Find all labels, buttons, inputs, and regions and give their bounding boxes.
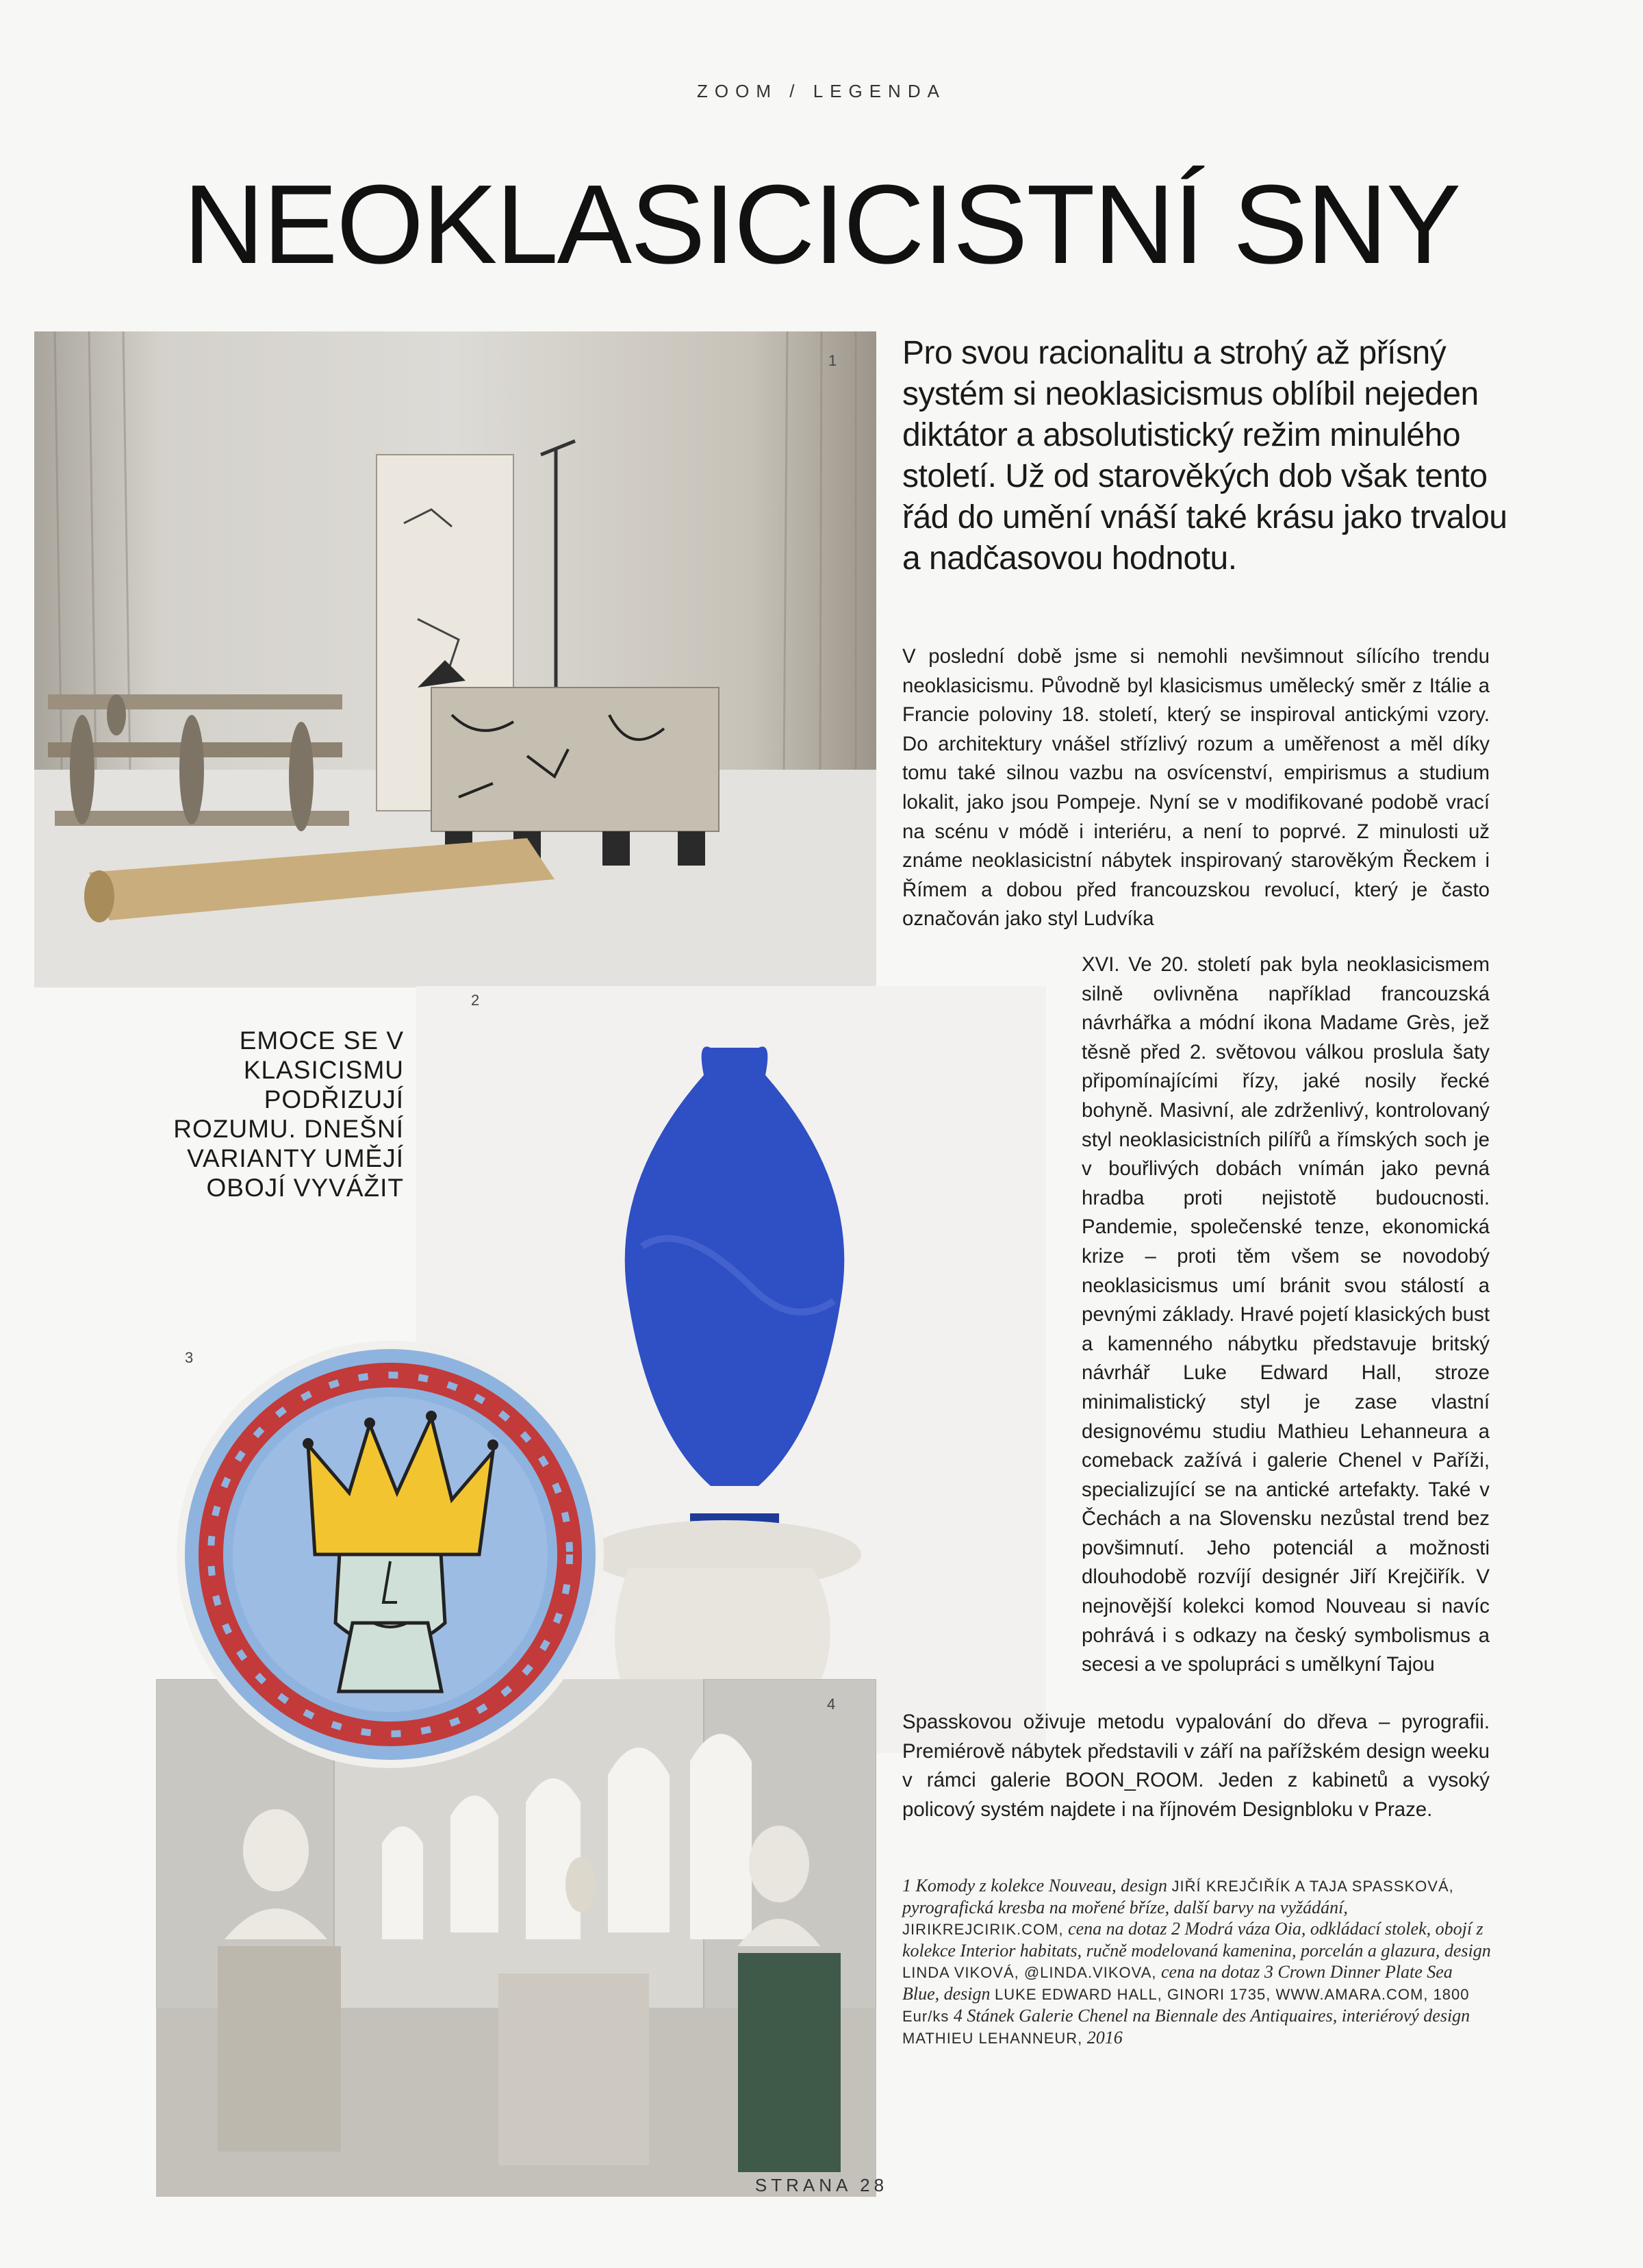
photo-number-2: 2 [471, 992, 480, 1009]
photo-plate [171, 1335, 609, 1774]
caption-credit-4: LUKE EDWARD HALL, GINORI 1735, WWW.AMARA.COM, 1800 Eur/ks [902, 1986, 1470, 2025]
pull-quote: EMOCE SE V KLASICISMU PODŘIZUJÍ ROZUMU. DNEŠNÍ VARIANTY UMĚJÍ OBOJÍ VYVÁŽIT [173, 1026, 404, 1202]
photo-number-3: 3 [185, 1349, 194, 1366]
caption-credit-2: JIRIKREJCIRIK.COM, [902, 1921, 1064, 1938]
lead-paragraph: Pro svou racionalitu a strohý až přísný systém si neoklasicismus oblíbil nejeden diktátor a absolutistický režim minulého století. Už od starověkých dob však tento řád do umění vnáší také krásu jako trvalou a nadčasovou hodnotu. [902, 335, 1507, 577]
photo-caption [902, 1875, 1491, 2049]
caption-1: 1 Komody z kolekce Nouveau, design [902, 1876, 1168, 1895]
caption-4: cena na dotaz 3 Crown Dinner Plate Sea Blue, design [902, 1962, 1453, 2004]
body-text-part2: XVI. Ve 20. století pak byla neoklasicismem silně ovlivněna například francouzská návrhářka a módní ikona Madame Grès, jež těsně před 2. světovou válkou proslula šaty připomínajícími řízy, jaké nosily řecké bohyně. Masivní, ale zdrženlivý, kontrolovaný styl neoklasicistních pilířů a římských soch je v bouřlivých dobách vnímán jako pevná hradba proti nejistotě budoucnosti. Pandemie, společenské tenze, ekonomická krize – proti těm všem se novodobý neoklasicismus umí bránit svou stálostí a pevnými základy. Hravé pojetí klasických bust a kamenného nábytku představuje britský návrhář Luke Edward Hall, stroze minimalistický styl je zase vlastní designovému studiu Mathieu Lehanneura a comeback zažívá i galerie Chenel v Paříži, specializující se na antické artefakty. Také v Čechách a na Slovensku nezůstal trend bez povšimnutí. Jeho potenciál a možnosti dlouhodobě rozvíjí designér Jiří Krejčiřík. V nejnovější kolekci komod Nouveau si navíc pohrává i s odkazy na český symbolismus a secesi a ve spolupráci s umělkyní Tajou [1082, 953, 1490, 1676]
photo-furniture [34, 331, 876, 987]
caption-credit-3: LINDA VIKOVÁ, @LINDA.VIKOVA, [902, 1964, 1157, 1981]
caption-5: 4 Stánek Galerie Chenel na Biennale des Antiquaires, interiérový design [953, 2006, 1470, 2026]
section-kicker: ZOOM / LEGENDA [697, 81, 946, 101]
body-text-part1: V poslední době jsme si nemohli nevšimnout sílícího trendu neoklasicismu. Původně byl klasicismus umělecký směr z Itálie a Francie poloviny 18. století, který se inspiroval antickými vzory. Do architektury vnášel střízlivý rozum a uměřenost a měl díky tomu také silnou vazbu na osvícenství, empirismus a studium lokalit, jako jsou Pompeje. Nyní se v modifikované podobě vrací na scénu v módě i interiéru, a není to poprvé. Z minulosti už známe neoklasicistní nábytek inspirovaný starověkým Řeckem i Římem a dobou před francouzskou revolucí, který je často označován jako styl Ludvíka [902, 645, 1490, 931]
page-number: STRANA 28 [754, 2175, 889, 2195]
caption-3: cena na dotaz 2 Modrá váza Oia, odkládací stolek, obojí z kolekce Interior habitats, ručně modelovaná kamenina, porcelán a glazura, design [902, 1919, 1491, 1961]
photo-number-4: 4 [827, 1696, 836, 1713]
body-text-part3: Spasskovou oživuje metodu vypalování do dřeva – pyrografii. Premiérově nábytek představili v září na pařížském design weeku v rámci galerie BOON_ROOM. Jeden z kabinetů a vysoký policový systém najdete i na říjnovém Designbloku v Praze. [902, 1711, 1490, 1821]
photo-number-1: 1 [828, 352, 837, 369]
caption-2: pyrografická kresba na mořené bříze, další barvy na vyžádání, [902, 1898, 1348, 1917]
page-title: NEOKLASICICISTNÍ SNY [183, 162, 1460, 287]
caption-credit-1: JIŘÍ KREJČIŘÍK A TAJA SPASSKOVÁ, [1171, 1878, 1454, 1895]
caption-6: 2016 [1086, 2028, 1123, 2048]
caption-credit-5: MATHIEU LEHANNEUR, [902, 2030, 1083, 2047]
